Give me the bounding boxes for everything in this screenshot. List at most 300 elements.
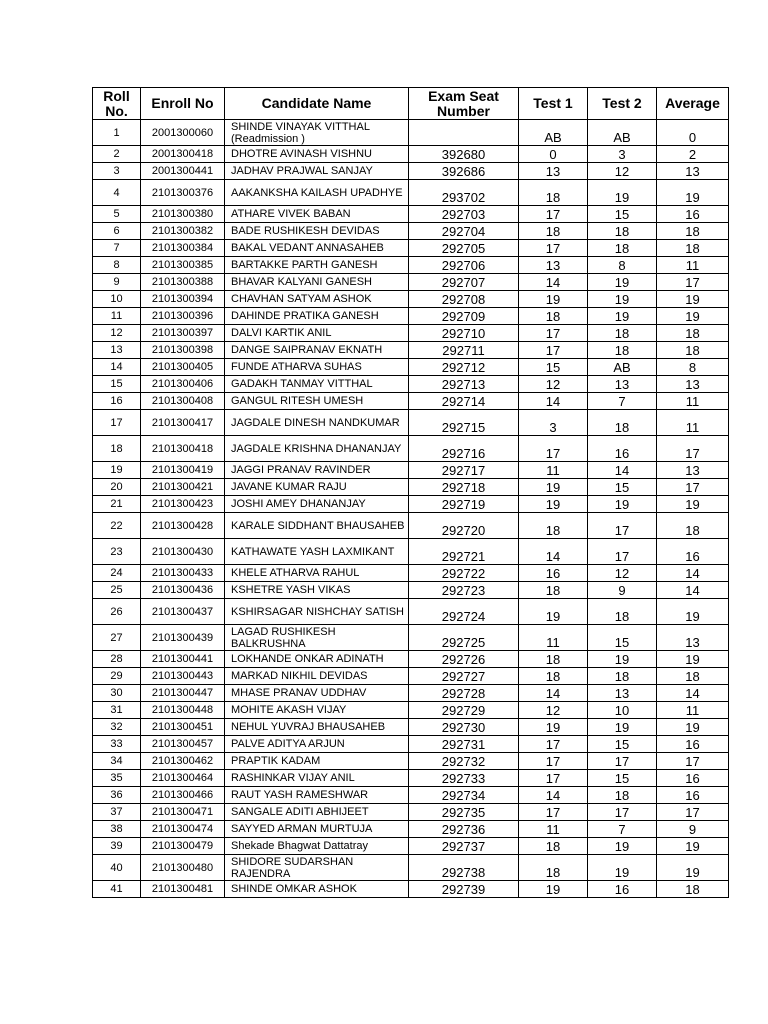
header-exam-seat-number: Exam Seat Number — [409, 88, 519, 120]
test-2-cell: 12 — [588, 163, 657, 180]
average-cell: 17 — [657, 804, 729, 821]
test-1-cell: 17 — [519, 770, 588, 787]
test-2-cell: 13 — [588, 376, 657, 393]
test-1-cell: 17 — [519, 753, 588, 770]
roll-no-cell: 37 — [93, 804, 141, 821]
test-1-cell: 18 — [519, 855, 588, 881]
roll-no-cell: 35 — [93, 770, 141, 787]
table-row — [93, 325, 729, 342]
test-2-cell: 15 — [588, 770, 657, 787]
average-cell: 14 — [657, 565, 729, 582]
enroll-no-cell: 2001300418 — [141, 146, 225, 163]
exam-seat-number-cell: 292727 — [409, 668, 519, 685]
table-row — [93, 410, 729, 436]
candidate-name-cell: BHAVAR KALYANI GANESH — [225, 274, 409, 291]
average-cell: 19 — [657, 599, 729, 625]
enroll-no-cell: 2101300417 — [141, 410, 225, 436]
test-1-cell: 11 — [519, 821, 588, 838]
roll-no-cell: 1 — [93, 120, 141, 146]
test-2-cell: 19 — [588, 838, 657, 855]
average-cell: 18 — [657, 240, 729, 257]
test-1-cell: 3 — [519, 410, 588, 436]
exam-seat-number-cell: 292738 — [409, 855, 519, 881]
enroll-no-cell: 2101300428 — [141, 513, 225, 539]
table-row — [93, 257, 729, 274]
candidate-name-cell: ATHARE VIVEK BABAN — [225, 206, 409, 223]
table-row — [93, 668, 729, 685]
exam-seat-number-cell: 292713 — [409, 376, 519, 393]
header-enroll-no: Enroll No — [141, 88, 225, 120]
test-2-cell: 16 — [588, 436, 657, 462]
test-1-cell: 17 — [519, 436, 588, 462]
enroll-no-cell: 2101300443 — [141, 668, 225, 685]
roll-no-cell: 15 — [93, 376, 141, 393]
candidate-name-cell: MOHITE AKASH VIJAY — [225, 702, 409, 719]
roll-no-cell: 36 — [93, 787, 141, 804]
candidate-name-cell: DHOTRE AVINASH VISHNU — [225, 146, 409, 163]
table-row — [93, 821, 729, 838]
exam-seat-number-cell: 292705 — [409, 240, 519, 257]
candidate-name-cell: BARTAKKE PARTH GANESH — [225, 257, 409, 274]
candidate-name-cell: BAKAL VEDANT ANNASAHEB — [225, 240, 409, 257]
exam-seat-number-cell: 292712 — [409, 359, 519, 376]
test-2-cell: 18 — [588, 787, 657, 804]
table-row — [93, 376, 729, 393]
test-1-cell: 19 — [519, 719, 588, 736]
table-row — [93, 223, 729, 240]
average-cell: 18 — [657, 881, 729, 898]
test-1-cell: 0 — [519, 146, 588, 163]
candidate-name-cell: NEHUL YUVRAJ BHAUSAHEB — [225, 719, 409, 736]
table-row — [93, 651, 729, 668]
test-2-cell: 9 — [588, 582, 657, 599]
test-2-cell: 19 — [588, 719, 657, 736]
exam-seat-number-cell: 392680 — [409, 146, 519, 163]
table-row — [93, 308, 729, 325]
roll-no-cell: 30 — [93, 685, 141, 702]
test-1-cell: AB — [519, 120, 588, 146]
candidate-name-cell: AAKANKSHA KAILASH UPADHYE — [225, 180, 409, 206]
enroll-no-cell: 2101300380 — [141, 206, 225, 223]
roll-no-cell: 17 — [93, 410, 141, 436]
candidate-name-cell: DALVI KARTIK ANIL — [225, 325, 409, 342]
exam-seat-number-cell: 292722 — [409, 565, 519, 582]
exam-seat-number-cell: 292714 — [409, 393, 519, 410]
exam-seat-number-cell: 292730 — [409, 719, 519, 736]
test-1-cell: 13 — [519, 163, 588, 180]
exam-seat-number-cell: 292735 — [409, 804, 519, 821]
test-1-cell: 17 — [519, 342, 588, 359]
average-cell: 14 — [657, 582, 729, 599]
test-2-cell: 15 — [588, 479, 657, 496]
test-1-cell: 18 — [519, 582, 588, 599]
average-cell: 19 — [657, 838, 729, 855]
exam-seat-number-cell: 292739 — [409, 881, 519, 898]
exam-seat-number-cell: 292736 — [409, 821, 519, 838]
test-2-cell: 18 — [588, 325, 657, 342]
table-row — [93, 582, 729, 599]
candidate-name-cell: SHINDE OMKAR ASHOK — [225, 881, 409, 898]
roll-no-cell: 31 — [93, 702, 141, 719]
candidate-name-cell: JAGGI PRANAV RAVINDER — [225, 462, 409, 479]
header-row — [93, 88, 729, 120]
enroll-no-cell: 2101300430 — [141, 539, 225, 565]
candidate-name-cell: RASHINKAR VIJAY ANIL — [225, 770, 409, 787]
average-cell: 16 — [657, 787, 729, 804]
enroll-no-cell: 2101300462 — [141, 753, 225, 770]
average-cell: 18 — [657, 223, 729, 240]
exam-seat-number-cell: 292718 — [409, 479, 519, 496]
enroll-no-cell: 2101300433 — [141, 565, 225, 582]
test-2-cell: 18 — [588, 410, 657, 436]
enroll-no-cell: 2101300471 — [141, 804, 225, 821]
average-cell: 13 — [657, 163, 729, 180]
test-1-cell: 18 — [519, 180, 588, 206]
test-2-cell: 18 — [588, 599, 657, 625]
roll-no-cell: 41 — [93, 881, 141, 898]
roll-no-cell: 40 — [93, 855, 141, 881]
exam-seat-number-cell: 292711 — [409, 342, 519, 359]
roll-no-cell: 9 — [93, 274, 141, 291]
header-test-2: Test 2 — [588, 88, 657, 120]
candidate-name-cell: RAUT YASH RAMESHWAR — [225, 787, 409, 804]
candidate-name-cell: JOSHI AMEY DHANANJAY — [225, 496, 409, 513]
test-1-cell: 17 — [519, 804, 588, 821]
exam-seat-number-cell: 292724 — [409, 599, 519, 625]
test-1-cell: 19 — [519, 881, 588, 898]
enroll-no-cell: 2101300388 — [141, 274, 225, 291]
table-row — [93, 180, 729, 206]
roll-no-cell: 12 — [93, 325, 141, 342]
candidate-name-cell: Shekade Bhagwat Dattatray — [225, 838, 409, 855]
roll-no-cell: 39 — [93, 838, 141, 855]
test-2-cell: 7 — [588, 393, 657, 410]
average-cell: 19 — [657, 180, 729, 206]
candidate-name-cell: JAGDALE KRISHNA DHANANJAY — [225, 436, 409, 462]
table-row — [93, 625, 729, 651]
enroll-no-cell: 2101300464 — [141, 770, 225, 787]
average-cell: 8 — [657, 359, 729, 376]
table-row — [93, 120, 729, 146]
enroll-no-cell: 2101300376 — [141, 180, 225, 206]
average-cell: 13 — [657, 376, 729, 393]
exam-seat-number-cell: 292704 — [409, 223, 519, 240]
candidate-name-cell: GADAKH TANMAY VITTHAL — [225, 376, 409, 393]
candidate-name-cell: CHAVHAN SATYAM ASHOK — [225, 291, 409, 308]
enroll-no-cell: 2101300406 — [141, 376, 225, 393]
table-row — [93, 342, 729, 359]
test-2-cell: 19 — [588, 308, 657, 325]
roll-no-cell: 19 — [93, 462, 141, 479]
exam-seat-number-cell: 292725 — [409, 625, 519, 651]
average-cell: 0 — [657, 120, 729, 146]
enroll-no-cell: 2101300421 — [141, 479, 225, 496]
table-row — [93, 206, 729, 223]
candidate-name-cell: KHELE ATHARVA RAHUL — [225, 565, 409, 582]
average-cell: 19 — [657, 719, 729, 736]
enroll-no-cell: 2101300480 — [141, 855, 225, 881]
roll-no-cell: 38 — [93, 821, 141, 838]
roll-no-cell: 13 — [93, 342, 141, 359]
roll-no-cell: 21 — [93, 496, 141, 513]
test-1-cell: 17 — [519, 736, 588, 753]
test-2-cell: 18 — [588, 668, 657, 685]
test-1-cell: 17 — [519, 206, 588, 223]
exam-seat-number-cell: 292707 — [409, 274, 519, 291]
test-2-cell: 16 — [588, 881, 657, 898]
test-1-cell: 18 — [519, 513, 588, 539]
test-2-cell: 18 — [588, 240, 657, 257]
table-row — [93, 479, 729, 496]
enroll-no-cell: 2101300384 — [141, 240, 225, 257]
candidate-name-cell: PRAPTIK KADAM — [225, 753, 409, 770]
results-table — [92, 87, 729, 898]
enroll-no-cell: 2101300408 — [141, 393, 225, 410]
table-row — [93, 787, 729, 804]
candidate-name-cell: JADHAV PRAJWAL SANJAY — [225, 163, 409, 180]
test-2-cell: 17 — [588, 513, 657, 539]
average-cell: 19 — [657, 651, 729, 668]
roll-no-cell: 26 — [93, 599, 141, 625]
enroll-no-cell: 2101300437 — [141, 599, 225, 625]
enroll-no-cell: 2101300481 — [141, 881, 225, 898]
average-cell: 17 — [657, 479, 729, 496]
test-1-cell: 18 — [519, 223, 588, 240]
average-cell: 19 — [657, 496, 729, 513]
exam-seat-number-cell: 292737 — [409, 838, 519, 855]
enroll-no-cell: 2101300441 — [141, 651, 225, 668]
roll-no-cell: 18 — [93, 436, 141, 462]
test-2-cell: 10 — [588, 702, 657, 719]
exam-seat-number-cell: 292723 — [409, 582, 519, 599]
average-cell: 16 — [657, 736, 729, 753]
test-1-cell: 16 — [519, 565, 588, 582]
table-row — [93, 599, 729, 625]
table-row — [93, 274, 729, 291]
enroll-no-cell: 2101300385 — [141, 257, 225, 274]
test-1-cell: 18 — [519, 668, 588, 685]
test-1-cell: 13 — [519, 257, 588, 274]
exam-seat-number-cell: 292732 — [409, 753, 519, 770]
table-row — [93, 359, 729, 376]
exam-seat-number-cell: 292717 — [409, 462, 519, 479]
table-row — [93, 393, 729, 410]
candidate-name-cell: DAHINDE PRATIKA GANESH — [225, 308, 409, 325]
roll-no-cell: 25 — [93, 582, 141, 599]
table-row — [93, 770, 729, 787]
roll-no-cell: 24 — [93, 565, 141, 582]
test-1-cell: 14 — [519, 274, 588, 291]
roll-no-cell: 5 — [93, 206, 141, 223]
average-cell: 19 — [657, 855, 729, 881]
exam-seat-number-cell: 292729 — [409, 702, 519, 719]
average-cell: 19 — [657, 291, 729, 308]
table-row — [93, 146, 729, 163]
test-1-cell: 12 — [519, 376, 588, 393]
table-row — [93, 513, 729, 539]
enroll-no-cell: 2101300448 — [141, 702, 225, 719]
table-row — [93, 565, 729, 582]
candidate-name-cell: KARALE SIDDHANT BHAUSAHEB — [225, 513, 409, 539]
table-body — [93, 120, 729, 898]
average-cell: 9 — [657, 821, 729, 838]
test-2-cell: 15 — [588, 736, 657, 753]
table-row — [93, 855, 729, 881]
table-row — [93, 685, 729, 702]
average-cell: 18 — [657, 513, 729, 539]
test-2-cell: AB — [588, 359, 657, 376]
enroll-no-cell: 2101300479 — [141, 838, 225, 855]
header-roll-no: Roll No. — [93, 88, 141, 120]
enroll-no-cell: 2001300060 — [141, 120, 225, 146]
roll-no-cell: 16 — [93, 393, 141, 410]
roll-no-cell: 22 — [93, 513, 141, 539]
test-1-cell: 17 — [519, 325, 588, 342]
test-2-cell: 19 — [588, 180, 657, 206]
exam-seat-number-cell: 292706 — [409, 257, 519, 274]
test-1-cell: 19 — [519, 291, 588, 308]
test-2-cell: 7 — [588, 821, 657, 838]
average-cell: 13 — [657, 462, 729, 479]
test-2-cell: 19 — [588, 291, 657, 308]
table-row — [93, 291, 729, 308]
candidate-name-cell: SHINDE VINAYAK VITTHAL (Readmission ) — [225, 120, 409, 146]
test-1-cell: 14 — [519, 685, 588, 702]
roll-no-cell: 4 — [93, 180, 141, 206]
enroll-no-cell: 2101300419 — [141, 462, 225, 479]
roll-no-cell: 7 — [93, 240, 141, 257]
enroll-no-cell: 2101300436 — [141, 582, 225, 599]
average-cell: 18 — [657, 342, 729, 359]
enroll-no-cell: 2101300439 — [141, 625, 225, 651]
table-row — [93, 240, 729, 257]
candidate-name-cell: JAVANE KUMAR RAJU — [225, 479, 409, 496]
candidate-name-cell: LOKHANDE ONKAR ADINATH — [225, 651, 409, 668]
enroll-no-cell: 2101300397 — [141, 325, 225, 342]
roll-no-cell: 2 — [93, 146, 141, 163]
enroll-no-cell: 2101300447 — [141, 685, 225, 702]
roll-no-cell: 3 — [93, 163, 141, 180]
exam-seat-number-cell — [409, 120, 519, 146]
enroll-no-cell: 2101300418 — [141, 436, 225, 462]
table-row — [93, 838, 729, 855]
test-2-cell: 17 — [588, 753, 657, 770]
candidate-name-cell: SHIDORE SUDARSHAN RAJENDRA — [225, 855, 409, 881]
roll-no-cell: 8 — [93, 257, 141, 274]
average-cell: 16 — [657, 539, 729, 565]
test-2-cell: 14 — [588, 462, 657, 479]
test-1-cell: 19 — [519, 479, 588, 496]
exam-seat-number-cell: 292734 — [409, 787, 519, 804]
exam-seat-number-cell: 292709 — [409, 308, 519, 325]
test-1-cell: 11 — [519, 625, 588, 651]
exam-seat-number-cell: 292726 — [409, 651, 519, 668]
test-1-cell: 18 — [519, 308, 588, 325]
roll-no-cell: 32 — [93, 719, 141, 736]
test-2-cell: 19 — [588, 496, 657, 513]
average-cell: 18 — [657, 325, 729, 342]
exam-seat-number-cell: 292715 — [409, 410, 519, 436]
test-1-cell: 11 — [519, 462, 588, 479]
table-row — [93, 539, 729, 565]
test-2-cell: 18 — [588, 223, 657, 240]
test-2-cell: 19 — [588, 855, 657, 881]
table-row — [93, 719, 729, 736]
enroll-no-cell: 2101300474 — [141, 821, 225, 838]
enroll-no-cell: 2101300451 — [141, 719, 225, 736]
enroll-no-cell: 2101300457 — [141, 736, 225, 753]
test-1-cell: 14 — [519, 539, 588, 565]
candidate-name-cell: KATHAWATE YASH LAXMIKANT — [225, 539, 409, 565]
test-2-cell: 12 — [588, 565, 657, 582]
candidate-name-cell: JAGDALE DINESH NANDKUMAR — [225, 410, 409, 436]
table-row — [93, 736, 729, 753]
test-1-cell: 18 — [519, 838, 588, 855]
roll-no-cell: 33 — [93, 736, 141, 753]
roll-no-cell: 6 — [93, 223, 141, 240]
enroll-no-cell: 2101300396 — [141, 308, 225, 325]
exam-seat-number-cell: 292708 — [409, 291, 519, 308]
roll-no-cell: 10 — [93, 291, 141, 308]
test-1-cell: 19 — [519, 599, 588, 625]
average-cell: 19 — [657, 308, 729, 325]
test-2-cell: 15 — [588, 206, 657, 223]
exam-seat-number-cell: 292720 — [409, 513, 519, 539]
enroll-no-cell: 2101300398 — [141, 342, 225, 359]
test-2-cell: 19 — [588, 651, 657, 668]
exam-seat-number-cell: 292731 — [409, 736, 519, 753]
roll-no-cell: 11 — [93, 308, 141, 325]
test-2-cell: 3 — [588, 146, 657, 163]
test-2-cell: 15 — [588, 625, 657, 651]
test-1-cell: 17 — [519, 240, 588, 257]
exam-seat-number-cell: 292721 — [409, 539, 519, 565]
roll-no-cell: 34 — [93, 753, 141, 770]
test-1-cell: 14 — [519, 787, 588, 804]
enroll-no-cell: 2101300466 — [141, 787, 225, 804]
header-candidate-name: Candidate Name — [225, 88, 409, 120]
roll-no-cell: 29 — [93, 668, 141, 685]
candidate-name-cell: SANGALE ADITI ABHIJEET — [225, 804, 409, 821]
test-1-cell: 19 — [519, 496, 588, 513]
average-cell: 14 — [657, 685, 729, 702]
candidate-name-cell: MHASE PRANAV UDDHAV — [225, 685, 409, 702]
average-cell: 16 — [657, 206, 729, 223]
average-cell: 17 — [657, 753, 729, 770]
exam-seat-number-cell: 392686 — [409, 163, 519, 180]
test-1-cell: 12 — [519, 702, 588, 719]
table-row — [93, 496, 729, 513]
roll-no-cell: 20 — [93, 479, 141, 496]
test-2-cell: 18 — [588, 342, 657, 359]
exam-seat-number-cell: 292728 — [409, 685, 519, 702]
table-row — [93, 753, 729, 770]
candidate-name-cell: KSHETRE YASH VIKAS — [225, 582, 409, 599]
exam-seat-number-cell: 292719 — [409, 496, 519, 513]
candidate-name-cell: BADE RUSHIKESH DEVIDAS — [225, 223, 409, 240]
test-2-cell: 17 — [588, 804, 657, 821]
header-average: Average — [657, 88, 729, 120]
table-row — [93, 462, 729, 479]
enroll-no-cell: 2101300423 — [141, 496, 225, 513]
exam-seat-number-cell: 293702 — [409, 180, 519, 206]
test-2-cell: 13 — [588, 685, 657, 702]
average-cell: 17 — [657, 274, 729, 291]
header-test-1: Test 1 — [519, 88, 588, 120]
average-cell: 11 — [657, 393, 729, 410]
test-2-cell: 19 — [588, 274, 657, 291]
candidate-name-cell: LAGAD RUSHIKESH BALKRUSHNA — [225, 625, 409, 651]
